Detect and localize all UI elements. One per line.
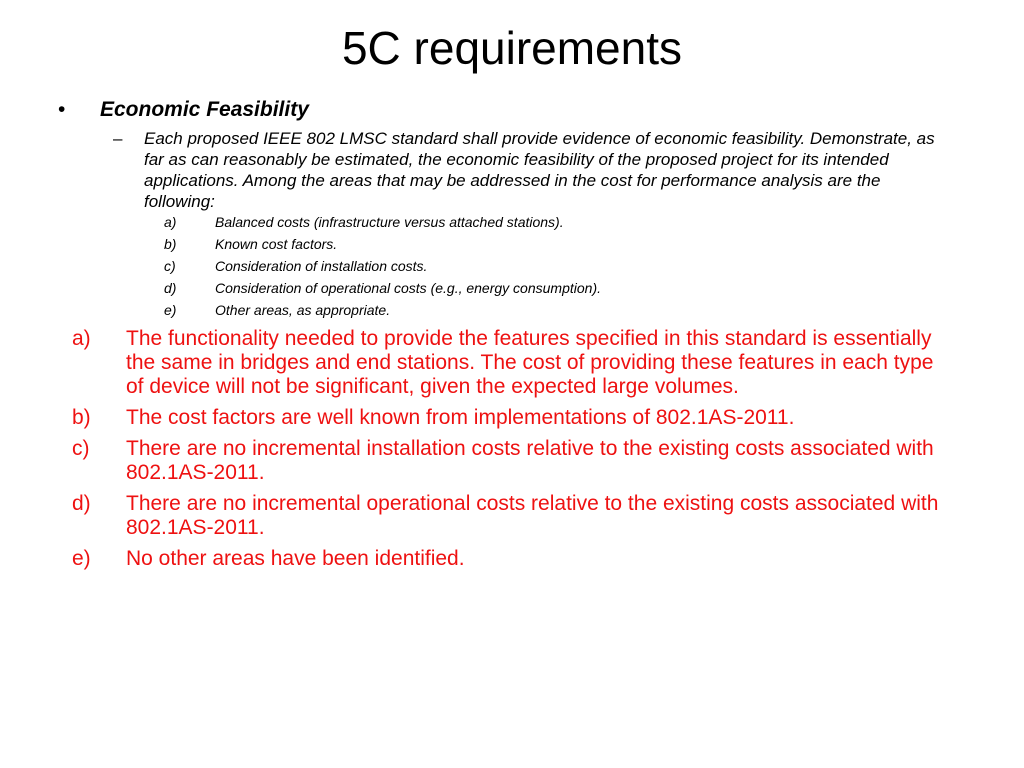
dash-marker: – bbox=[113, 129, 123, 148]
answer-marker: e) bbox=[72, 547, 91, 570]
list-marker: b) bbox=[164, 236, 177, 252]
answer-text: The cost factors are well known from implementations of 802.1AS-2011. bbox=[126, 406, 795, 429]
list-marker: a) bbox=[164, 214, 177, 230]
list-text: Balanced costs (infrastructure versus attached stations). bbox=[215, 214, 564, 230]
answer-marker: d) bbox=[72, 492, 91, 515]
answer-marker: c) bbox=[72, 437, 90, 460]
list-marker: c) bbox=[164, 258, 176, 274]
answer-item bbox=[72, 406, 952, 430]
answer-marker: a) bbox=[72, 327, 91, 350]
bullet-heading: Economic Feasibility bbox=[100, 98, 309, 121]
description-text: Each proposed IEEE 802 LMSC standard shall provide evidence of economic feasibility. Demonstrate, as far as can reasonably be estimated, the economic feasibility of the proposed project for its intended applications. Among the areas that may be addressed in the cost for performance analysis are the following: bbox=[144, 129, 935, 211]
list-text: Other areas, as appropriate. bbox=[215, 302, 391, 318]
answer-text: There are no incremental operational costs relative to the existing costs associated with 802.1AS-2011. bbox=[126, 492, 939, 539]
slide-title: 5C requirements bbox=[341, 22, 683, 74]
bullet-economic-feasibility bbox=[58, 97, 958, 123]
list-text: Known cost factors. bbox=[215, 236, 338, 252]
list-text: Consideration of installation costs. bbox=[215, 258, 428, 274]
answer-text: There are no incremental installation costs relative to the existing costs associated with 802.1AS-2011. bbox=[126, 437, 934, 484]
answers-list bbox=[72, 327, 952, 578]
answer-text: The functionality needed to provide the features specified in this standard is essentially the same in bridges and end stations. The cost of providing these features in each type of device will not be significant, given the expected large volumes. bbox=[126, 327, 934, 398]
answer-item bbox=[72, 547, 952, 571]
bullet-marker: • bbox=[58, 98, 66, 121]
list-marker: e) bbox=[164, 302, 177, 318]
list-item bbox=[164, 299, 944, 321]
list-item bbox=[164, 233, 944, 255]
answer-item bbox=[72, 492, 952, 540]
list-item bbox=[164, 255, 944, 277]
answer-item bbox=[72, 437, 952, 485]
list-item bbox=[164, 277, 944, 299]
requirement-description bbox=[113, 128, 953, 212]
cost-areas-list bbox=[164, 211, 944, 321]
list-marker: d) bbox=[164, 280, 177, 296]
list-text: Consideration of operational costs (e.g., energy consumption). bbox=[215, 280, 601, 296]
answer-text: No other areas have been identified. bbox=[126, 547, 465, 570]
list-item bbox=[164, 211, 944, 233]
answer-marker: b) bbox=[72, 406, 91, 429]
answer-item bbox=[72, 327, 952, 399]
